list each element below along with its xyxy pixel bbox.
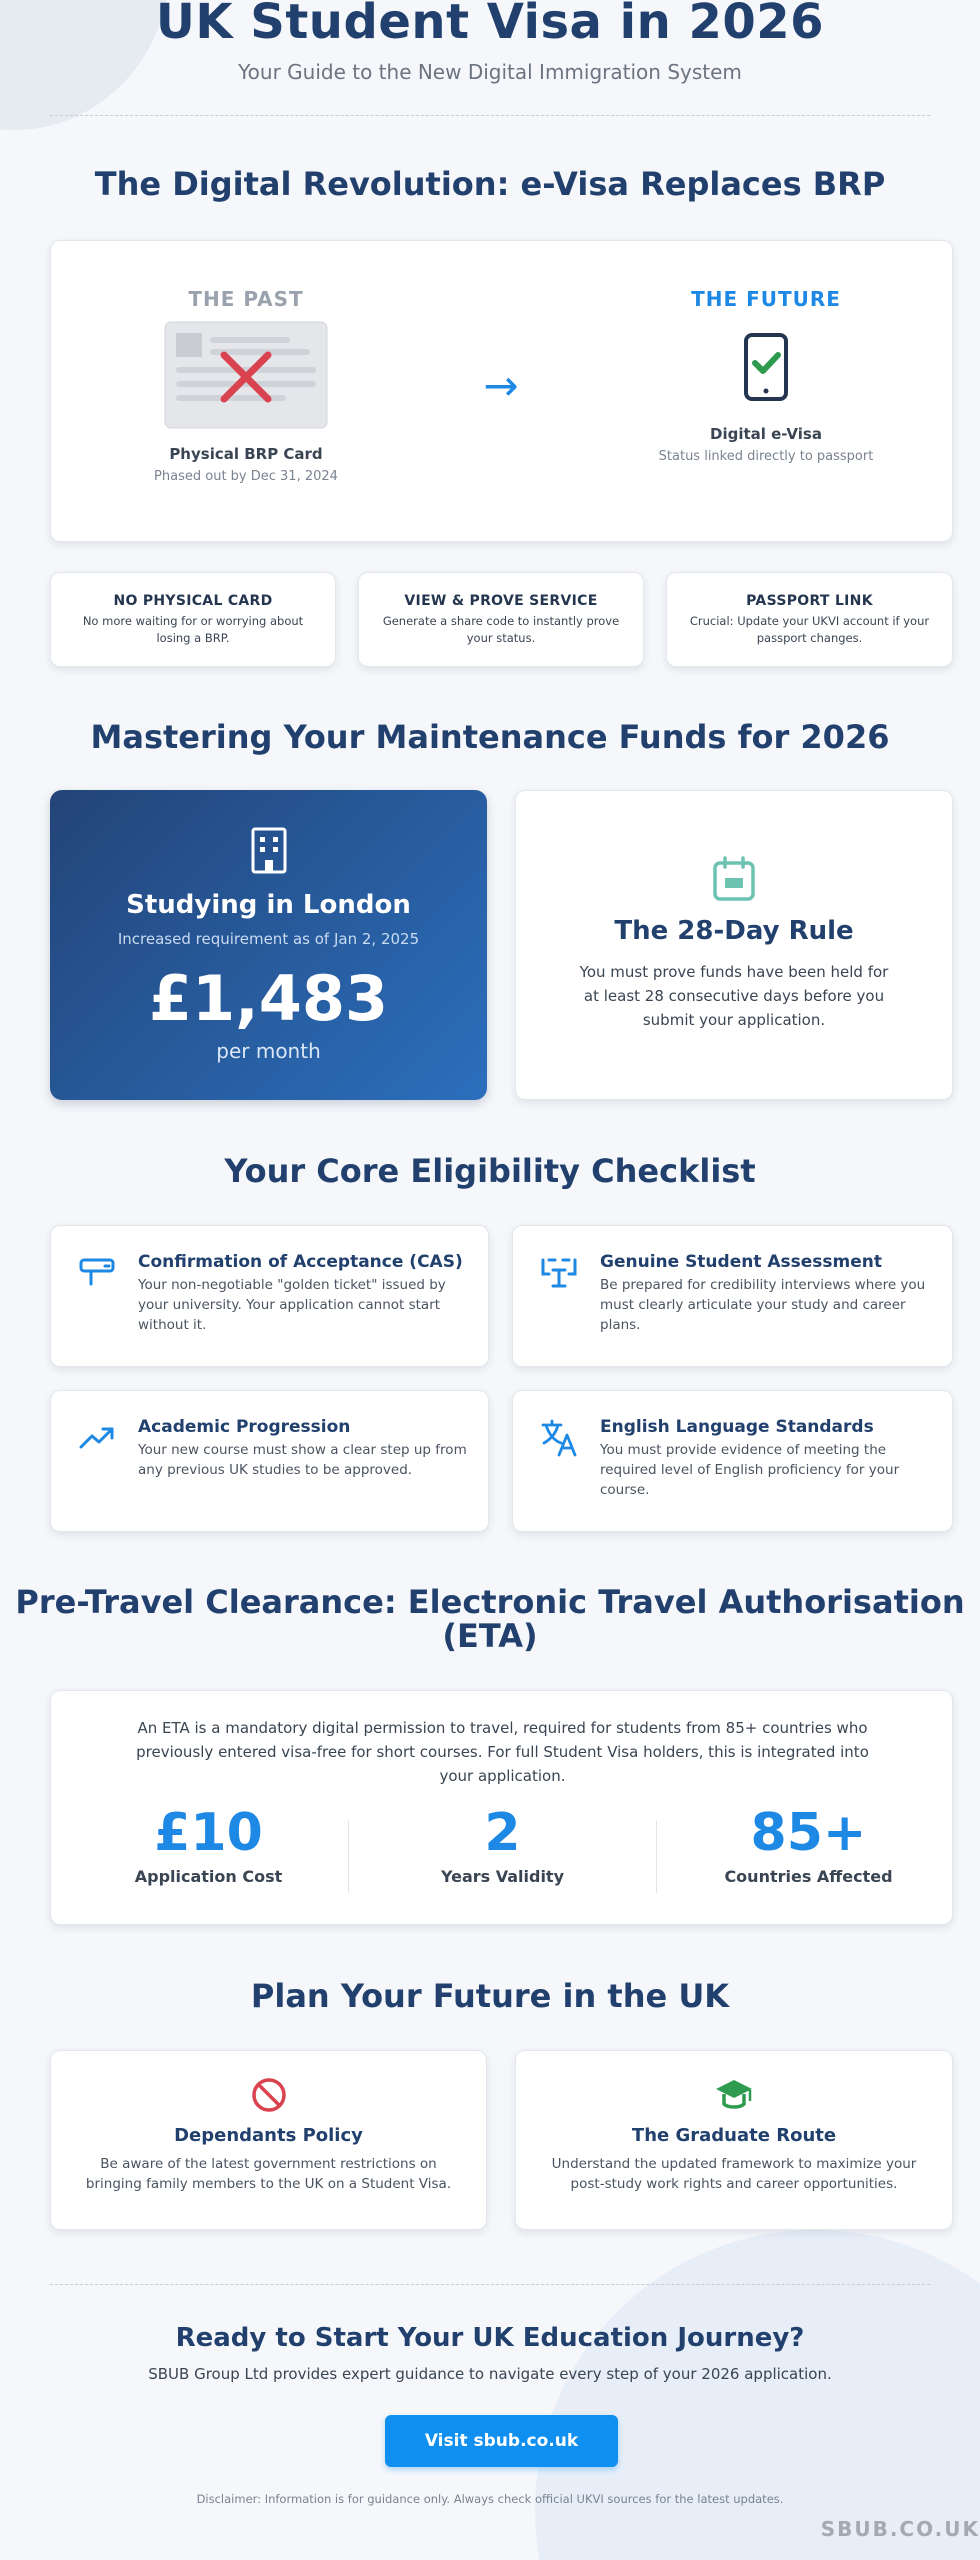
trending-up-icon bbox=[79, 1425, 115, 1453]
eta-stat-label: Application Cost bbox=[134, 1867, 283, 1886]
feature-text: No more waiting for or worrying about losing a BRP. bbox=[82, 614, 304, 645]
eta-text: An ETA is a mandatory digital permission to travel, required for students from 85+ countries who previously entered visa-free for short courses. For full Student Visa holders, this is integrated into your application. bbox=[136, 1719, 869, 1785]
eta-stat-value: 85+ bbox=[750, 1803, 867, 1863]
checklist-card bbox=[50, 1225, 489, 1367]
section-title-future: Plan Your Future in the UK bbox=[250, 1977, 730, 2015]
visit-website-button[interactable]: Visit sbub.co.uk bbox=[385, 2415, 618, 2467]
disclaimer: Disclaimer: Information is for guidance only. Always check official UKVI sources for the latest updates. bbox=[196, 2492, 784, 2506]
london-title: Studying in London bbox=[126, 890, 411, 920]
checklist-card bbox=[50, 1390, 489, 1532]
divider bbox=[50, 115, 930, 116]
checklist-title: English Language Standards bbox=[600, 1417, 874, 1437]
no-entry-icon bbox=[251, 2077, 287, 2113]
eta-stat-value: 2 bbox=[484, 1803, 521, 1863]
28-day-rule-card bbox=[515, 790, 953, 1100]
eta-stat bbox=[365, 1803, 640, 1886]
cta-title: Ready to Start Your UK Education Journey? bbox=[175, 2323, 805, 2353]
eta-stat bbox=[71, 1803, 346, 1886]
feature-title: NO PHYSICAL CARD bbox=[113, 593, 273, 609]
section-title-eta-line2: (ETA) bbox=[442, 1617, 538, 1655]
eta-stat-label: Countries Affected bbox=[724, 1867, 893, 1886]
future-label: THE FUTURE bbox=[691, 287, 841, 311]
section-title-checklist: Your Core Eligibility Checklist bbox=[224, 1152, 756, 1190]
future-card-text: Be aware of the latest government restrictions on bringing family members to the UK on a Student Visa. bbox=[85, 2156, 452, 2192]
london-subtitle: Increased requirement as of Jan 2, 2025 bbox=[117, 930, 420, 948]
feature-card bbox=[358, 572, 644, 667]
checklist-title: Academic Progression bbox=[138, 1417, 351, 1437]
feature-card bbox=[50, 572, 336, 667]
checklist-title: Confirmation of Acceptance (CAS) bbox=[138, 1252, 463, 1272]
rule-text: You must prove funds have been held for at least 28 consecutive days before you submit your application. bbox=[579, 963, 889, 1029]
divider bbox=[348, 1821, 349, 1893]
divider bbox=[656, 1821, 657, 1893]
london-per-month: per month bbox=[216, 1039, 321, 1063]
past-column bbox=[126, 287, 366, 484]
feature-card bbox=[666, 572, 953, 667]
phone-check-icon bbox=[741, 331, 791, 403]
evisa-comparison-card bbox=[50, 240, 953, 542]
london-amount: £1,483 bbox=[148, 962, 389, 1035]
future-card-title: The Graduate Route bbox=[631, 2125, 837, 2146]
future-subtitle: Status linked directly to passport bbox=[658, 449, 874, 464]
feature-text: Crucial: Update your UKVI account if your passport changes. bbox=[689, 614, 930, 645]
divider bbox=[50, 2284, 930, 2285]
past-subtitle: Phased out by Dec 31, 2024 bbox=[154, 469, 338, 484]
eta-stat bbox=[671, 1803, 946, 1886]
rule-title: The 28-Day Rule bbox=[614, 916, 854, 946]
eta-card bbox=[50, 1690, 953, 1925]
checklist-title: Genuine Student Assessment bbox=[600, 1252, 883, 1272]
section-title-funds: Mastering Your Maintenance Funds for 2026 bbox=[90, 718, 890, 756]
future-card-title: Dependants Policy bbox=[174, 2125, 363, 2146]
graduation-cap-icon bbox=[714, 2077, 754, 2113]
past-title: Physical BRP Card bbox=[169, 445, 323, 463]
page-subtitle: Your Guide to the New Digital Immigration System bbox=[238, 60, 742, 84]
future-card bbox=[515, 2050, 953, 2230]
past-label: THE PAST bbox=[188, 287, 304, 311]
section-title-evisa: The Digital Revolution: e-Visa Replaces BRP bbox=[94, 165, 886, 203]
checklist-text: Your new course must show a clear step up from any previous UK studies to be approved. bbox=[138, 1442, 467, 1478]
checklist-text: Your non-negotiable "golden ticket" issued by your university. Your application cannot start without it. bbox=[138, 1277, 446, 1333]
future-column bbox=[616, 287, 916, 464]
brp-card-crossed-icon bbox=[164, 321, 328, 429]
checklist-text: Be prepared for credibility interviews where you must clearly articulate your study and career plans. bbox=[600, 1277, 926, 1333]
background-circle bbox=[535, 2230, 980, 2560]
cta-text: SBUB Group Ltd provides expert guidance to navigate every step of your 2026 application. bbox=[148, 2365, 832, 2383]
feature-text: Generate a share code to instantly prove your status. bbox=[382, 614, 620, 645]
eta-stat-label: Years Validity bbox=[440, 1867, 565, 1886]
future-card bbox=[50, 2050, 487, 2230]
eta-stat-value: £10 bbox=[154, 1803, 263, 1863]
future-card-text: Understand the updated framework to maximize your post-study work rights and career opportunities. bbox=[551, 2156, 917, 2192]
checklist-card bbox=[512, 1225, 953, 1367]
london-funds-card bbox=[50, 790, 487, 1100]
interview-icon bbox=[539, 1256, 579, 1294]
checklist-text: You must provide evidence of meeting the required level of English proficiency for your course. bbox=[600, 1442, 900, 1498]
arrow-right-icon: → bbox=[483, 361, 519, 410]
feature-title: PASSPORT LINK bbox=[746, 593, 873, 609]
brand-watermark: SBUB.CO.UK bbox=[820, 2517, 980, 2541]
ticket-icon bbox=[79, 1256, 115, 1292]
future-title: Digital e-Visa bbox=[710, 425, 822, 443]
feature-title: VIEW & PROVE SERVICE bbox=[404, 593, 598, 609]
section-title-eta: Pre-Travel Clearance: Electronic Travel Authorisation bbox=[15, 1583, 965, 1621]
checklist-card bbox=[512, 1390, 953, 1532]
page-title: UK Student Visa in 2026 bbox=[155, 0, 825, 50]
building-icon bbox=[247, 826, 291, 874]
calendar-icon bbox=[712, 856, 756, 902]
translate-icon bbox=[541, 1419, 579, 1461]
